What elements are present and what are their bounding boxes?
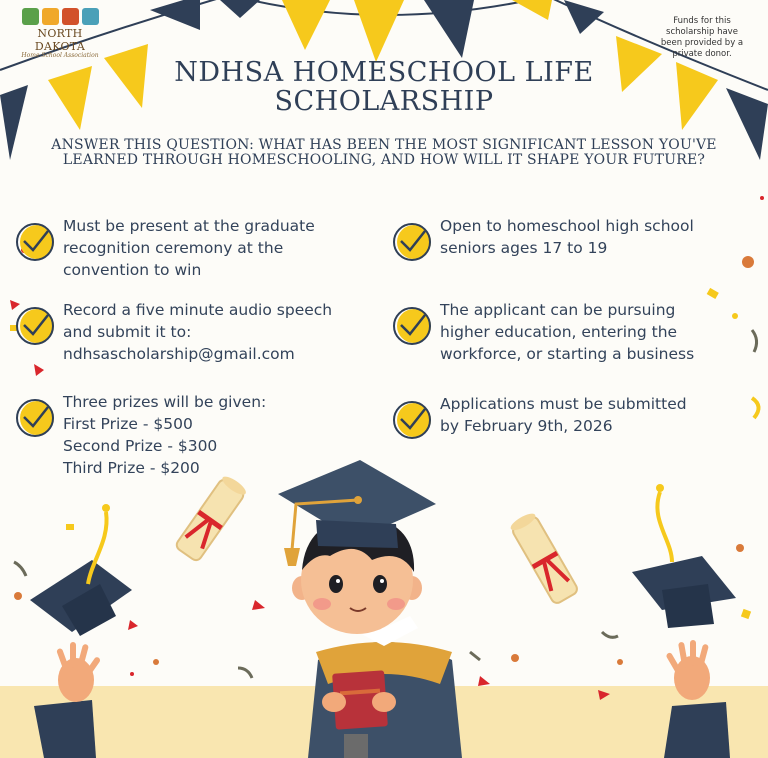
graduation-cap-icon xyxy=(30,504,132,636)
requirement-text: Applications must be submitted by February 9th, 2026 xyxy=(440,395,687,435)
requirement-item xyxy=(389,215,694,265)
requirement-item xyxy=(12,215,315,281)
requirement-text: Must be present at the graduate recognition ceremony at the convention to win xyxy=(63,217,315,279)
requirement-item xyxy=(389,299,694,365)
essay-question: ANSWER THIS QUESTION: WHAT HAS BEEN THE MOST SIGNIFICANT LESSON YOU'VE LEARNED THROUGH HOMESCHOOLING, AND HOW WILL IT SHAPE YOUR FUTURE? xyxy=(51,137,717,168)
check-circle-icon xyxy=(389,397,435,443)
diploma-scroll-icon xyxy=(174,473,248,562)
page-title: NDHSA HOMESCHOOL LIFE SCHOLARSHIP xyxy=(174,57,594,117)
requirement-item xyxy=(389,393,687,443)
logo xyxy=(14,8,106,59)
check-circle-icon xyxy=(12,303,58,349)
logo-icons xyxy=(14,8,106,25)
bunting-flags-center xyxy=(220,0,552,62)
requirement-item xyxy=(12,391,266,479)
logo-tagline: Home School Association xyxy=(21,52,99,59)
requirement-item xyxy=(12,299,332,365)
donor-note: Funds for this scholarship have been provided by a private donor. xyxy=(660,16,744,59)
check-circle-icon xyxy=(12,219,58,265)
requirement-text: Open to homeschool high school seniors ages 17 to 19 xyxy=(440,217,694,257)
diploma-scroll-icon xyxy=(508,511,579,606)
requirement-text: Three prizes will be given: First Prize - $500 Second Prize - $300 Third Prize - $200 xyxy=(63,393,267,477)
check-circle-icon xyxy=(389,303,435,349)
requirement-text: The applicant can be pursuing higher education, entering the workforce, or starting a business xyxy=(440,301,695,363)
graduation-cap-icon xyxy=(632,484,736,628)
check-circle-icon xyxy=(12,395,58,441)
logo-name: NORTH DAKOTA xyxy=(34,27,86,53)
check-circle-icon xyxy=(389,219,435,265)
requirement-text: Record a five minute audio speech and submit it to: ndhsascholarship@gmail.com xyxy=(63,301,333,363)
